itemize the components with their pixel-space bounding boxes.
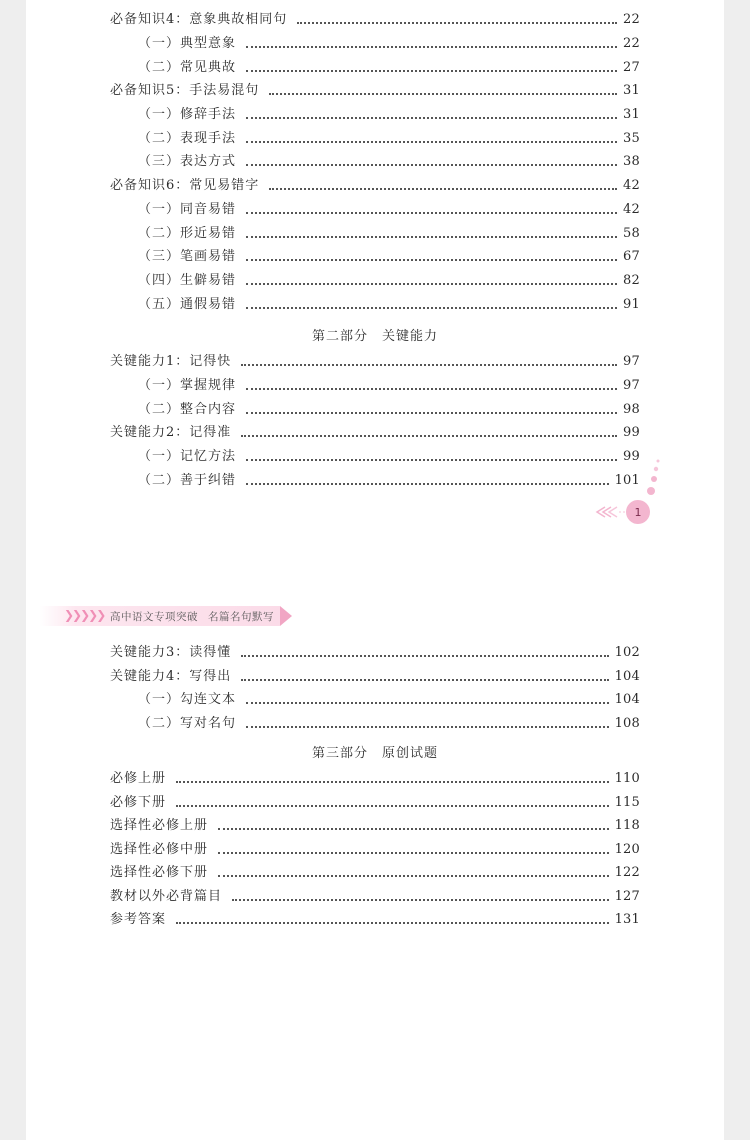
toc-entry-label: （二）常见典故: [138, 60, 237, 75]
running-header-title: [110, 609, 274, 624]
toc-entry-label: （三）表达方式: [138, 154, 237, 169]
toc-entry-page: 42: [623, 202, 640, 217]
toc-entry-label: （二）表现手法: [138, 131, 237, 146]
toc-entry-page: 82: [623, 273, 640, 288]
leader-dots: [269, 93, 617, 95]
toc-entry-page: 35: [623, 131, 640, 146]
toc-entry-page: 120: [614, 842, 640, 857]
toc-entry-page: 38: [623, 154, 640, 169]
cut-off-toc-entry: [138, 0, 640, 6]
toc-entry-page: 122: [614, 865, 640, 880]
toc-entry-label: （二）写对名句: [138, 716, 237, 731]
chevrons-icon: ❯❯❯❯❯: [64, 608, 105, 622]
toc-entry-label: 选择性必修上册: [110, 818, 209, 833]
toc-entry-page: 67: [623, 249, 640, 264]
toc-entry-page: 118: [614, 818, 640, 833]
leader-dots: [246, 459, 617, 461]
leader-dots: [246, 164, 617, 166]
toc-entry[interactable]: [110, 861, 640, 881]
section-heading-title: 关键能力: [382, 329, 439, 344]
leader-dots: [246, 70, 617, 72]
toc-entry[interactable]: [138, 222, 640, 242]
toc-entry[interactable]: [110, 421, 640, 441]
toc-entry[interactable]: [110, 885, 640, 905]
leader-dots: [241, 655, 608, 657]
toc-entry[interactable]: [138, 32, 640, 52]
toc-entry-page: 110: [614, 771, 640, 786]
leader-dots: [241, 364, 617, 366]
toc-entry[interactable]: [138, 127, 640, 147]
leader-dots: [246, 388, 617, 390]
toc-entry-label: 参考答案: [110, 912, 167, 927]
toc-entry-label: 关键能力4：写得出: [110, 669, 232, 684]
leader-dots: [246, 259, 617, 261]
toc-entry-page: 58: [623, 226, 640, 241]
running-header-tip: [280, 606, 292, 626]
toc-entry[interactable]: [138, 469, 640, 489]
toc-entry-label: 必备知识4：意象典故相同句: [110, 12, 288, 27]
toc-entry[interactable]: [138, 56, 640, 76]
toc-entry-label: （二）整合内容: [138, 402, 237, 417]
toc-entry-label: （一）同音易错: [138, 202, 237, 217]
leader-dots: [246, 412, 617, 414]
running-header: [40, 606, 294, 626]
toc-entry-label: 必备知识5：手法易混句: [110, 83, 260, 98]
toc-entry-label: 选择性必修下册: [110, 865, 209, 880]
leader-dots: [176, 805, 609, 807]
leader-dots: [297, 22, 617, 24]
toc-entry-page: 22: [623, 36, 640, 51]
leader-dots: [246, 117, 617, 119]
toc-entry-page: 101: [614, 473, 640, 488]
toc-entry[interactable]: [138, 688, 640, 708]
toc-entry-label: 必修下册: [110, 795, 167, 810]
section-heading-part3: [26, 742, 724, 761]
toc-entry-label: 必备知识6：常见易错字: [110, 178, 260, 193]
toc-entry[interactable]: [110, 79, 640, 99]
toc-entry-label: （一）勾连文本: [138, 692, 237, 707]
toc-entry-page: 99: [623, 449, 640, 464]
toc-entry-page: 22: [623, 12, 640, 27]
section-heading-number: 第三部分: [311, 746, 368, 761]
toc-entry[interactable]: [138, 150, 640, 170]
toc-entry-page: 104: [614, 669, 640, 684]
section-heading-number: 第二部分: [311, 329, 368, 344]
toc-entry[interactable]: [110, 641, 640, 661]
toc-entry-label: 必修上册: [110, 771, 167, 786]
toc-entry-page: 115: [614, 795, 640, 810]
toc-entry-page: 42: [623, 178, 640, 193]
toc-entry[interactable]: [138, 103, 640, 123]
page-number-badge: 1: [626, 500, 650, 524]
running-header-book: 高中语文专项突破: [110, 611, 198, 623]
leader-dots: [246, 141, 617, 143]
toc-entry-label: 选择性必修中册: [110, 842, 209, 857]
leader-dots: [246, 307, 617, 309]
toc-entry[interactable]: [138, 245, 640, 265]
toc-entry[interactable]: [110, 767, 640, 787]
toc-entry-label: （一）掌握规律: [138, 378, 237, 393]
toc-entry[interactable]: [138, 445, 640, 465]
toc-entry-page: 99: [623, 425, 640, 440]
leader-dots: [241, 679, 608, 681]
toc-entry-label: （五）通假易错: [138, 297, 237, 312]
toc-entry-page: 91: [623, 297, 640, 312]
leader-dots: [218, 852, 609, 854]
toc-entry[interactable]: [138, 269, 640, 289]
leader-dots: [246, 483, 609, 485]
toc-entry-page: 97: [623, 354, 640, 369]
toc-entry-label: （一）记忆方法: [138, 449, 237, 464]
leader-dots: [176, 922, 609, 924]
toc-entry-label: 关键能力2：记得准: [110, 425, 232, 440]
toc-entry[interactable]: [138, 398, 640, 418]
toc-entry[interactable]: [110, 838, 640, 858]
toc-entry[interactable]: [138, 198, 640, 218]
toc-entry-page: 104: [614, 692, 640, 707]
leader-dots: [246, 212, 617, 214]
toc-entry-label: （一）典型意象: [138, 36, 237, 51]
toc-entry-page: 31: [623, 107, 640, 122]
toc-entry[interactable]: [110, 350, 640, 370]
document-page: [26, 0, 724, 1140]
leader-dots: [246, 283, 617, 285]
toc-entry[interactable]: [110, 174, 640, 194]
toc-entry-page: 127: [614, 889, 640, 904]
leader-dots: [176, 781, 609, 783]
toc-entry-page: 31: [623, 83, 640, 98]
toc-entry-label: 教材以外必背篇目: [110, 889, 223, 904]
toc-entry-label: （四）生僻易错: [138, 273, 237, 288]
running-header-topic: 名篇名句默写: [208, 611, 274, 623]
toc-entry-label: （二）形近易错: [138, 226, 237, 241]
toc-entry[interactable]: [110, 908, 640, 928]
leader-dots: [246, 46, 617, 48]
toc-entry[interactable]: [138, 374, 640, 394]
section-heading-part2: [26, 325, 724, 344]
section-heading-title: 原创试题: [382, 746, 439, 761]
toc-entry-page: 27: [623, 60, 640, 75]
leader-dots: [218, 875, 609, 877]
leader-dots: [232, 899, 609, 901]
toc-entry-page: 131: [614, 912, 640, 927]
toc-entry-label: 关键能力3：读得懂: [110, 645, 232, 660]
toc-entry[interactable]: [138, 293, 640, 313]
toc-entry-page: 97: [623, 378, 640, 393]
toc-entry-label: （二）善于纠错: [138, 473, 237, 488]
toc-entry-label: （三）笔画易错: [138, 249, 237, 264]
leader-dots: [246, 726, 609, 728]
toc-entry[interactable]: [110, 814, 640, 834]
leader-dots: [269, 188, 617, 190]
toc-entry[interactable]: [138, 712, 640, 732]
toc-entry-label: （一）修辞手法: [138, 107, 237, 122]
toc-entry-page: 98: [623, 402, 640, 417]
toc-entry[interactable]: [110, 665, 640, 685]
leader-dots: [218, 828, 609, 830]
toc-entry[interactable]: [110, 791, 640, 811]
leader-dots: [241, 435, 617, 437]
leader-dots: [246, 236, 617, 238]
toc-entry[interactable]: [110, 8, 640, 28]
toc-entry-label: 关键能力1：记得快: [110, 354, 232, 369]
toc-entry-page: 108: [614, 716, 640, 731]
leader-dots: [246, 702, 609, 704]
toc-entry-page: 102: [614, 645, 640, 660]
